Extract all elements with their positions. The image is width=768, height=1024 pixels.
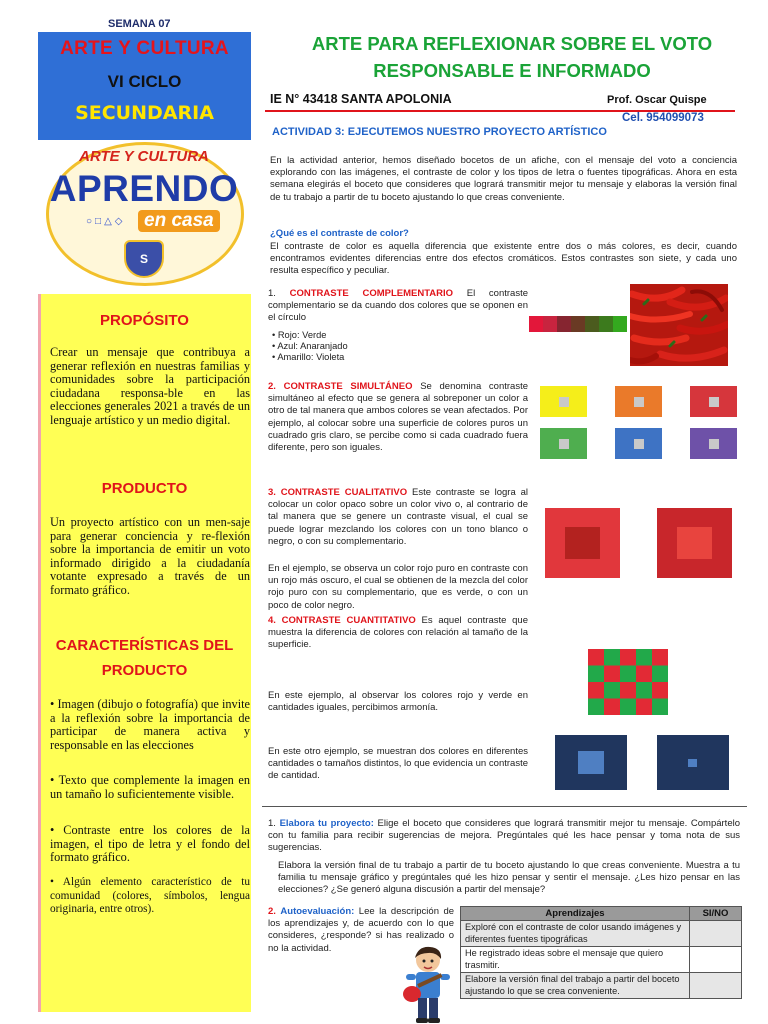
list-item: • Azul: Anaranjado <box>272 341 348 351</box>
question-heading: ¿Qué es el contraste de color? <box>270 228 409 239</box>
table-cell: Elabore la versión final del trabajo a partir del boceto ajustando lo que se crea conveniente. <box>461 973 690 999</box>
task-2-number: 2. <box>268 906 276 917</box>
feature-item: • Algún elemento característico de tu comunidad (colores, símbolos, lengua originaria, entre otros). <box>50 876 250 916</box>
contrast-3-description: Este contraste se logra al colocar un color opaco sobre un color vivo o, al contrario de tal manera que se genere un contraste visual, el cual se puede lograr mezclando los colores con un tono blanco o negro, o con su complementario. <box>268 487 528 547</box>
purpose-text: Crear un mensaje que contribuya a generar reflexión en nuestras familias y comunidades sobre la participación ciudadana responsa-ble en las elecciones generales 2021 a través de un lenguaje artístico y un medio digital. <box>50 345 250 427</box>
left-info-panel <box>38 294 251 1012</box>
school-name: IE N° 43418 SANTA APOLONIA <box>270 92 452 106</box>
task-1-text-2: Elabora la versión final de tu trabajo a partir de tu boceto ajustando lo que creas conveniente. Muestra a tu familia tu mensaje gráfico y pregúntales qué les hizo pensar y sentir el mensaje. ¿Les hizo pensar en las elecciones? ¿Se generó alguna discusión a partir del mensaje? <box>278 860 740 896</box>
features-title: CARACTERÍSTICAS DEL <box>55 637 234 654</box>
contrast-4-example-1: En este ejemplo, al observar los colores rojo y verde en cantidades iguales, percibimos armonía. <box>268 690 528 714</box>
product-text: Un proyecto artístico con un men-saje para generar conciencia y re-flexión sobre la importancia de emitir un voto informado dirigido a la ciudadanía votante expresado a través de un formato gráfico. <box>50 515 250 597</box>
checker-cell <box>604 682 620 699</box>
page-title: ARTE PARA REFLEXIONAR SOBRE EL VOTO RESPONSABLE E INFORMADO <box>311 33 713 81</box>
checker-cell <box>636 699 652 716</box>
school-crest-icon: S <box>124 240 164 278</box>
task-1-title: Elabora tu proyecto: <box>279 818 374 829</box>
level-label: SECUNDARIA <box>75 102 214 124</box>
column-header: Aprendizajes <box>461 907 690 921</box>
checker-cell <box>636 682 652 699</box>
task-2-title: Autoevaluación: <box>280 906 355 917</box>
red-peppers-image <box>630 284 728 366</box>
answer-cell[interactable] <box>690 921 742 947</box>
task-1 <box>268 818 740 855</box>
column-header: SI/NO <box>690 907 742 921</box>
area-title: ARTE Y CULTURA <box>60 38 229 59</box>
answer-cell[interactable] <box>690 947 742 973</box>
complement-list <box>272 330 348 363</box>
table-row <box>461 973 742 999</box>
task-1-text: Elige el boceto que consideres que logrará transmitir mejor tu mensaje. Compártelo con tu familia para recibir sugerencias de mejora. Pregúntales qué les hace pensar y toma nota de sus sugerencias. <box>268 818 741 854</box>
logo-main-text: APRENDO <box>49 168 239 209</box>
activity-title: ACTIVIDAD 3: EJECUTEMOS NUESTRO PROYECTO ARTÍSTICO <box>272 126 607 138</box>
task-1-number: 1. <box>268 818 276 829</box>
table-row <box>461 947 742 973</box>
cycle-label: VI CICLO <box>107 72 182 91</box>
definition-paragraph: El contraste de color es aquella diferencia que existente entre dos o más colores, es decir, cuando encontramos evidentes diferencias entre dos efectos cromáticos. Estos contrastes son siete, y cada uno resulta específico y peculiar. <box>270 241 737 277</box>
logo-shapes-icon: ○□△◇ <box>86 216 126 227</box>
boy-with-guitar-illustration <box>398 944 458 1024</box>
self-evaluation-table <box>460 906 742 999</box>
teacher-name: Prof. Oscar Quispe <box>607 94 707 106</box>
answer-cell[interactable] <box>690 973 742 999</box>
checker-cell <box>588 699 604 716</box>
intro-paragraph: En la actividad anterior, hemos diseñado bocetos de un afiche, con el mensaje del voto a conciencia explorando con las imágenes, el contraste de color y los tipos de letra o fuentes tipográficas. Ahora en esta semana elegirás el boceto que consideres que logrará transmitir mejor tu mensaje y elaboras la versión final de tu trabajo a partir de tu boceto ajustando lo que creas conveniente. <box>270 155 737 203</box>
area-header <box>38 32 251 140</box>
contrast-4-description: Es aquel contraste que muestra la diferencia de colores con relación al tamaño de la superficie. <box>268 615 528 651</box>
features-title-2: PRODUCTO <box>101 662 188 679</box>
product-title: PRODUCTO <box>101 480 188 497</box>
aprendo-en-casa-logo <box>38 140 251 290</box>
feature-item: • Imagen (dibujo o fotografía) que invite a la reflexión sobre la importancia de participar de manera activa y responsable en las elecciones <box>50 697 250 752</box>
contrast-1-description: El contraste complementario se da cuando dos colores que se oponen en el círculo <box>268 288 528 324</box>
contrast-2-title: 2. CONTRASTE SIMULTÁNEO <box>268 381 413 392</box>
checker-cell <box>636 666 652 683</box>
panel-divider <box>38 294 41 1012</box>
checker-cell <box>588 666 604 683</box>
checker-cell <box>620 682 636 699</box>
logo-sub-text: en casa <box>138 210 220 232</box>
list-item: • Rojo: Verde <box>272 330 327 340</box>
checker-cell <box>620 649 636 666</box>
checker-cell <box>652 682 668 699</box>
feature-item: • Contraste entre los colores de la imagen, el tipo de letra y el fondo del formato gráfico. <box>50 823 250 865</box>
purpose-title: PROPÓSITO <box>100 312 189 329</box>
logo-top-text: ARTE Y CULTURA <box>79 148 209 165</box>
checker-cell <box>652 649 668 666</box>
checker-cell <box>620 699 636 716</box>
teacher-phone: Cel. 954099073 <box>622 112 704 124</box>
contrast-3-text <box>268 487 528 548</box>
checker-cell <box>636 649 652 666</box>
contrast-3-title: 3. CONTRASTE CUALITATIVO <box>268 487 408 498</box>
contrast-1-title: CONTRASTE COMPLEMENTARIO <box>289 288 454 299</box>
contrast-3-example: En el ejemplo, se observa un color rojo puro en contraste con un rojo más oscuro, el cual se obtienen de la mezcla del color rojo puro con su complementario, que es verde, o con un poco de color negro. <box>268 563 528 611</box>
contrast-4-example-2: En este otro ejemplo, se muestran dos colores en diferentes cantidades o tamaños distintos, lo que evidencia un contraste de cantidad. <box>268 746 528 782</box>
week-label: SEMANA 07 <box>108 18 171 30</box>
checker-cell <box>588 682 604 699</box>
checker-cell <box>588 649 604 666</box>
red-green-checkerboard <box>588 649 668 715</box>
contrast-4-text <box>268 615 528 652</box>
checker-cell <box>652 666 668 683</box>
list-item: • Amarillo: Violeta <box>272 352 345 362</box>
contrast-1-number: 1. <box>268 288 276 299</box>
table-row <box>461 921 742 947</box>
checker-cell <box>620 666 636 683</box>
contrast-1-text <box>268 288 528 325</box>
checker-cell <box>652 699 668 716</box>
checker-cell <box>604 666 620 683</box>
checker-cell <box>604 649 620 666</box>
task-2-text: Lee la descripción de los aprendizajes y, de acuerdo con lo que consideres, ¿responde? si has realizado o no la actividad. <box>268 906 455 954</box>
table-cell: He registrado ideas sobre el mensaje que quiero trasmitir. <box>461 947 690 973</box>
contrast-4-title: 4. CONTRASTE CUANTITATIVO <box>268 615 416 626</box>
table-cell: Exploré con el contraste de color usando imágenes y diferentes fuentes tipográficas <box>461 921 690 947</box>
table-header-row <box>461 907 742 921</box>
complementary-swatch-strip <box>529 316 627 332</box>
section-divider <box>262 806 747 807</box>
checker-cell <box>604 699 620 716</box>
feature-item: • Texto que complemente la imagen en un tamaño lo suficientemente visible. <box>50 773 250 801</box>
contrast-2-description: Se denomina contraste simultáneo al efecto que se genera al sobreponer un color a otro de tal manera que ambos colores se vean afectados. Por ejemplo, al colocar sobre una superficie de colores puros un cuadrado gris claro, se percibe como si cada cuadrado fuera diferente, pero son iguales. <box>268 381 528 454</box>
contrast-2-text <box>268 381 528 454</box>
